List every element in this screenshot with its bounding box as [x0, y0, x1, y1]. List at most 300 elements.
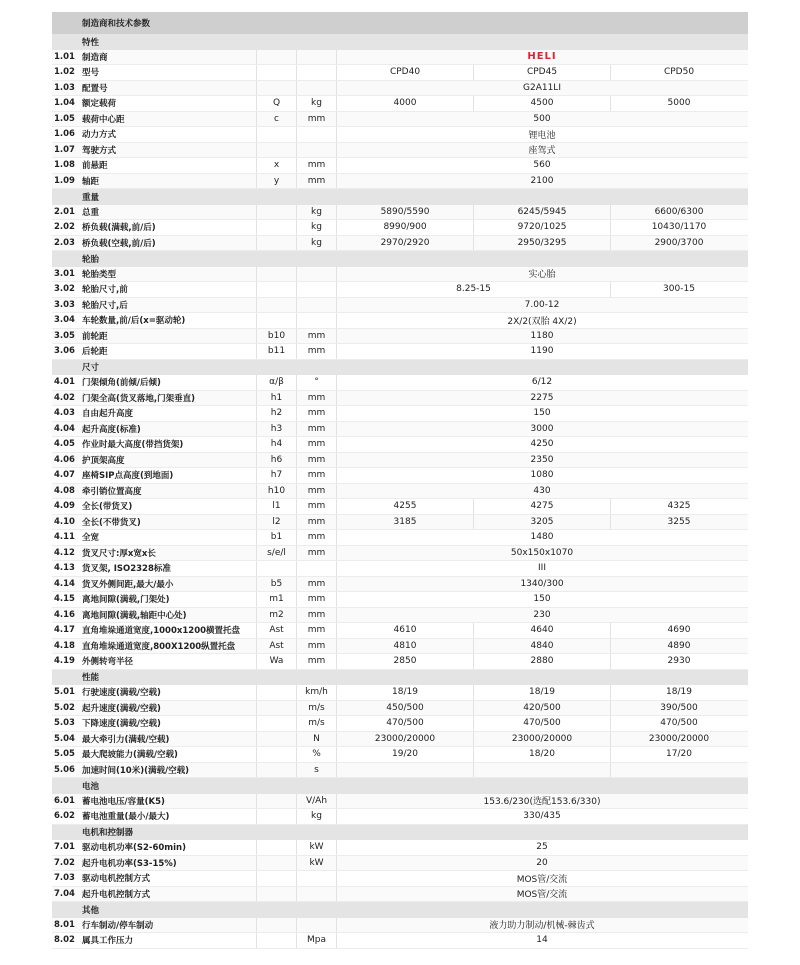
table-title-row: [52, 12, 748, 34]
row-unit: kg: [296, 809, 336, 824]
value-cell: 2880: [473, 654, 610, 669]
row-number: 1.04: [54, 98, 75, 109]
value-cell: 420/500: [473, 701, 610, 716]
value-cell: 7.00-12: [336, 298, 747, 313]
section-number: [52, 670, 80, 686]
row-symbol: α/β: [256, 375, 296, 390]
row-unit: V/Ah: [296, 794, 336, 809]
value-cell: 450/500: [336, 701, 473, 716]
value-cell: 8990/900: [336, 220, 473, 235]
value-cell: 4610: [336, 623, 473, 638]
row-unit: mm: [296, 484, 336, 499]
table-row: [52, 577, 748, 593]
row-name: 货叉架, ISO2328标准: [82, 564, 171, 575]
row-number: 4.18: [54, 640, 75, 651]
row-symbol: h2: [256, 406, 296, 421]
value-cell: 25: [336, 840, 747, 855]
table-row: [52, 639, 748, 655]
value-cell: 300-15: [610, 282, 747, 297]
row-symbol: [256, 732, 296, 747]
section-title: 电机和控制器: [82, 828, 134, 839]
row-symbol: c: [256, 112, 296, 127]
row-name: 起升高度(标准): [82, 424, 141, 435]
value-cell: 390/500: [610, 701, 747, 716]
value-cell: CPD45: [473, 65, 610, 80]
row-number: 7.03: [54, 873, 75, 884]
value-cell: 153.6/230(选配153.6/330): [336, 794, 747, 809]
row-name: 加速时间(10米)(满载/空载): [82, 765, 189, 776]
row-name: 驱动电机控制方式: [82, 874, 151, 885]
table-row: [52, 794, 748, 810]
section-header: [52, 251, 748, 267]
section-number: [52, 189, 80, 205]
value-cell: 2970/2920: [336, 236, 473, 251]
section-title: 重量: [82, 192, 100, 203]
row-unit: s: [296, 763, 336, 778]
value-cell: 23000/20000: [610, 732, 747, 747]
row-name: 动力方式: [82, 130, 117, 141]
row-unit: kg: [296, 96, 336, 111]
table-row: [52, 515, 748, 531]
row-number: 2.02: [54, 222, 75, 233]
row-symbol: [256, 794, 296, 809]
row-symbol: [256, 220, 296, 235]
row-number: 5.06: [54, 764, 75, 775]
row-symbol: [256, 918, 296, 933]
row-name: 载荷中心距: [82, 114, 125, 125]
row-symbol: h4: [256, 437, 296, 452]
row-number: 4.09: [54, 501, 75, 512]
row-unit: mm: [296, 546, 336, 561]
row-number: 2.03: [54, 237, 75, 248]
row-symbol: h3: [256, 422, 296, 437]
table-row: [52, 484, 748, 500]
row-name: 起升电机功率(S3-15%): [82, 858, 177, 869]
row-symbol: [256, 763, 296, 778]
value-cell: [336, 763, 473, 778]
value-cell: CPD40: [336, 65, 473, 80]
value-cell: 4500: [473, 96, 610, 111]
table-row: [52, 437, 748, 453]
row-symbol: [256, 871, 296, 886]
table-row: [52, 918, 748, 934]
value-cell: 4890: [610, 639, 747, 654]
row-name: 直角堆垛通道宽度,1000x1200横置托盘: [82, 626, 241, 637]
row-name: 起升电机控制方式: [82, 889, 151, 900]
row-name: 最大爬坡能力(满载/空载): [82, 750, 178, 761]
row-name: 全长(不带货叉): [82, 517, 141, 528]
section-header: [52, 360, 748, 376]
value-cell: 1190: [336, 344, 747, 359]
value-cell: 2930: [610, 654, 747, 669]
row-symbol: m1: [256, 592, 296, 607]
row-number: 1.06: [54, 129, 75, 140]
row-symbol: [256, 267, 296, 282]
row-number: 3.01: [54, 268, 75, 279]
table-row: [52, 499, 748, 515]
row-name: 车轮数量,前/后(x=驱动轮): [82, 316, 186, 327]
value-cell: 470/500: [610, 716, 747, 731]
row-number: 1.01: [54, 51, 75, 62]
row-name: 外侧转弯半径: [82, 657, 134, 668]
value-cell: 2950/3295: [473, 236, 610, 251]
row-name: 蓄电池电压/容量(K5): [82, 796, 165, 807]
row-unit: kg: [296, 236, 336, 251]
row-name: 自由起升高度: [82, 409, 134, 420]
row-number: 5.05: [54, 749, 75, 760]
value-cell: 锂电池: [336, 127, 747, 142]
row-symbol: Wa: [256, 654, 296, 669]
row-symbol: [256, 701, 296, 716]
row-number: 4.15: [54, 594, 75, 605]
row-unit: mm: [296, 639, 336, 654]
row-number: 4.02: [54, 392, 75, 403]
value-cell: 9720/1025: [473, 220, 610, 235]
row-number: 4.17: [54, 625, 75, 636]
row-name: 牵引销位置高度: [82, 486, 142, 497]
row-name: 作业时最大高度(带挡货架): [82, 440, 184, 451]
row-name: 离地间隙(满载,轴距中心处): [82, 610, 187, 621]
row-unit: [296, 918, 336, 933]
table-row: [52, 313, 748, 329]
row-symbol: [256, 685, 296, 700]
row-name: 前悬距: [82, 161, 108, 172]
row-name: 额定载荷: [82, 99, 117, 110]
row-symbol: [256, 887, 296, 902]
value-cell: 4325: [610, 499, 747, 514]
row-symbol: [256, 313, 296, 328]
value-cell: 500: [336, 112, 747, 127]
row-unit: mm: [296, 608, 336, 623]
row-unit: mm: [296, 391, 336, 406]
manufacturer-logo: HELI: [336, 50, 747, 65]
table-row: [52, 933, 748, 949]
table-row: [52, 81, 748, 97]
value-cell: 5000: [610, 96, 747, 111]
table-row: [52, 871, 748, 887]
row-symbol: Q: [256, 96, 296, 111]
value-cell: MOS管/交流: [336, 871, 747, 886]
row-symbol: [256, 809, 296, 824]
table-row: [52, 205, 748, 221]
row-number: 1.07: [54, 144, 75, 155]
table-row: [52, 685, 748, 701]
row-number: 4.06: [54, 454, 75, 465]
row-unit: kg: [296, 220, 336, 235]
row-symbol: [256, 236, 296, 251]
value-cell: 4640: [473, 623, 610, 638]
section-number: [52, 360, 80, 376]
value-cell: 50x150x1070: [336, 546, 747, 561]
value-cell: 4000: [336, 96, 473, 111]
section-number: [52, 825, 80, 841]
section-title: 特性: [82, 37, 100, 48]
row-unit: mm: [296, 515, 336, 530]
value-cell: 470/500: [336, 716, 473, 731]
value-cell: 10430/1170: [610, 220, 747, 235]
row-number: 4.04: [54, 423, 75, 434]
section-title: 轮胎: [82, 254, 100, 265]
row-number: 1.05: [54, 113, 75, 124]
row-number: 4.10: [54, 516, 75, 527]
row-number: 3.06: [54, 346, 75, 357]
row-unit: [296, 282, 336, 297]
section-number: [52, 34, 80, 50]
table-row: [52, 50, 748, 66]
value-cell: [473, 763, 610, 778]
row-unit: [296, 313, 336, 328]
value-cell: 18/19: [610, 685, 747, 700]
row-name: 后轮距: [82, 347, 108, 358]
row-number: 1.08: [54, 160, 75, 171]
table-row: [52, 127, 748, 143]
table-row: [52, 220, 748, 236]
section-number: [52, 251, 80, 267]
row-number: 4.05: [54, 439, 75, 450]
section-header: [52, 902, 748, 918]
row-number: 3.02: [54, 284, 75, 295]
row-number: 5.01: [54, 687, 75, 698]
row-unit: [296, 887, 336, 902]
section-number: [52, 902, 80, 918]
row-number: 4.19: [54, 656, 75, 667]
value-cell: 18/20: [473, 747, 610, 762]
row-symbol: h1: [256, 391, 296, 406]
row-name: 全长(带货叉): [82, 502, 133, 513]
row-name: 桥负载(满载,前/后): [82, 223, 156, 234]
table-row: [52, 298, 748, 314]
section-title: 性能: [82, 673, 100, 684]
value-cell: 实心胎: [336, 267, 747, 282]
row-name: 行车制动/停车制动: [82, 920, 154, 931]
row-symbol: x: [256, 158, 296, 173]
row-number: 4.08: [54, 485, 75, 496]
value-cell: 4255: [336, 499, 473, 514]
row-symbol: [256, 50, 296, 65]
table-row: [52, 561, 748, 577]
row-number: 8.01: [54, 919, 75, 930]
row-number: 7.04: [54, 888, 75, 899]
value-cell: CPD50: [610, 65, 747, 80]
table-row: [52, 732, 748, 748]
row-symbol: b5: [256, 577, 296, 592]
row-number: 4.14: [54, 578, 75, 589]
row-name: 蓄电池重量(最小/最大): [82, 812, 170, 823]
value-cell: 1180: [336, 329, 747, 344]
value-cell: 18/19: [473, 685, 610, 700]
row-number: 4.01: [54, 377, 75, 388]
value-cell: 1480: [336, 530, 747, 545]
row-symbol: b10: [256, 329, 296, 344]
value-cell: 2275: [336, 391, 747, 406]
table-row: [52, 468, 748, 484]
row-name: 轴距: [82, 176, 100, 187]
table-row: [52, 453, 748, 469]
value-cell: 2350: [336, 453, 747, 468]
value-cell: 3255: [610, 515, 747, 530]
row-number: 6.01: [54, 795, 75, 806]
row-number: 8.02: [54, 935, 75, 946]
row-number: 7.02: [54, 857, 75, 868]
row-number: 5.03: [54, 718, 75, 729]
value-cell: 液力助力制动/机械-棘齿式: [336, 918, 747, 933]
row-symbol: m2: [256, 608, 296, 623]
table-row: [52, 701, 748, 717]
value-cell: 4690: [610, 623, 747, 638]
row-symbol: s/e/l: [256, 546, 296, 561]
value-cell: 3185: [336, 515, 473, 530]
row-unit: mm: [296, 453, 336, 468]
value-cell: 4275: [473, 499, 610, 514]
row-unit: m/s: [296, 701, 336, 716]
row-name: 座椅SIP点高度(到地面): [82, 471, 174, 482]
value-cell: 5890/5590: [336, 205, 473, 220]
row-symbol: [256, 81, 296, 96]
value-cell: 18/19: [336, 685, 473, 700]
value-cell: III: [336, 561, 747, 576]
table-row: [52, 530, 748, 546]
row-number: 7.01: [54, 842, 75, 853]
table-row: [52, 747, 748, 763]
section-title: 其他: [82, 905, 100, 916]
row-name: 货叉外侧间距,最大/最小: [82, 579, 174, 590]
row-name: 门架倾角(前倾/后倾): [82, 378, 161, 389]
row-unit: [296, 871, 336, 886]
value-cell: 430: [336, 484, 747, 499]
table-row: [52, 809, 748, 825]
value-cell: 2X/2(双胎 4X/2): [336, 313, 747, 328]
value-cell: 19/20: [336, 747, 473, 762]
row-name: 轮胎尺寸,后: [82, 300, 128, 311]
section-header: [52, 778, 748, 794]
row-symbol: [256, 716, 296, 731]
row-unit: [296, 127, 336, 142]
table-row: [52, 546, 748, 562]
row-name: 护顶架高度: [82, 455, 125, 466]
value-cell: 2900/3700: [610, 236, 747, 251]
row-name: 最大牵引力(满载/空载): [82, 734, 170, 745]
row-number: 4.07: [54, 470, 75, 481]
row-number: 3.05: [54, 330, 75, 341]
value-cell: 470/500: [473, 716, 610, 731]
section-number: [52, 778, 80, 794]
value-cell: 2100: [336, 174, 747, 189]
table-row: [52, 623, 748, 639]
row-number: 4.16: [54, 609, 75, 620]
value-cell: 560: [336, 158, 747, 173]
value-cell: G2A11LI: [336, 81, 747, 96]
row-number: 1.09: [54, 175, 75, 186]
row-name: 轮胎尺寸,前: [82, 285, 128, 296]
row-name: 轮胎类型: [82, 269, 117, 280]
row-symbol: y: [256, 174, 296, 189]
value-cell: [610, 763, 747, 778]
row-number: 3.03: [54, 299, 75, 310]
value-cell: 3000: [336, 422, 747, 437]
row-number: 4.11: [54, 532, 75, 543]
row-symbol: l2: [256, 515, 296, 530]
value-cell: 6600/6300: [610, 205, 747, 220]
row-unit: mm: [296, 623, 336, 638]
row-unit: kW: [296, 856, 336, 871]
value-cell: 2850: [336, 654, 473, 669]
row-symbol: Ast: [256, 639, 296, 654]
row-name: 配置号: [82, 83, 108, 94]
row-number: 5.02: [54, 702, 75, 713]
value-cell: 20: [336, 856, 747, 871]
table-row: [52, 375, 748, 391]
row-name: 离地间隙(满载,门架处): [82, 595, 170, 606]
row-number: 2.01: [54, 206, 75, 217]
table-row: [52, 406, 748, 422]
section-header: [52, 34, 748, 50]
row-number: 1.03: [54, 82, 75, 93]
row-symbol: [256, 747, 296, 762]
row-unit: [296, 65, 336, 80]
row-number: 4.03: [54, 408, 75, 419]
row-number: 1.02: [54, 67, 75, 78]
row-name: 制造商: [82, 52, 108, 63]
spec-table: [52, 12, 748, 949]
row-number: 4.13: [54, 563, 75, 574]
row-unit: m/s: [296, 716, 336, 731]
row-symbol: [256, 298, 296, 313]
row-unit: mm: [296, 592, 336, 607]
section-title: 电池: [82, 781, 100, 792]
row-number: 3.04: [54, 315, 75, 326]
row-unit: mm: [296, 654, 336, 669]
value-cell: 4840: [473, 639, 610, 654]
row-name: 桥负载(空载,前/后): [82, 238, 156, 249]
row-unit: [296, 267, 336, 282]
table-row: [52, 856, 748, 872]
row-symbol: [256, 933, 296, 948]
table-row: [52, 65, 748, 81]
row-unit: mm: [296, 422, 336, 437]
row-unit: kg: [296, 205, 336, 220]
row-unit: [296, 298, 336, 313]
section-header: [52, 825, 748, 841]
row-symbol: [256, 65, 296, 80]
row-symbol: Ast: [256, 623, 296, 638]
table-row: [52, 236, 748, 252]
row-unit: km/h: [296, 685, 336, 700]
row-symbol: [256, 856, 296, 871]
table-row: [52, 422, 748, 438]
row-unit: [296, 561, 336, 576]
row-number: 6.02: [54, 811, 75, 822]
value-cell: 4810: [336, 639, 473, 654]
section-title: 尺寸: [82, 363, 100, 374]
row-name: 行驶速度(满载/空载): [82, 688, 161, 699]
row-unit: mm: [296, 577, 336, 592]
table-row: [52, 174, 748, 190]
section-header: [52, 670, 748, 686]
row-name: 总重: [82, 207, 100, 218]
value-cell: 150: [336, 592, 747, 607]
row-unit: mm: [296, 174, 336, 189]
row-unit: Mpa: [296, 933, 336, 948]
row-symbol: l1: [256, 499, 296, 514]
table-row: [52, 158, 748, 174]
row-symbol: h7: [256, 468, 296, 483]
value-cell: 6/12: [336, 375, 747, 390]
value-cell: MOS管/交流: [336, 887, 747, 902]
row-unit: mm: [296, 406, 336, 421]
row-unit: mm: [296, 437, 336, 452]
row-unit: mm: [296, 499, 336, 514]
row-unit: mm: [296, 530, 336, 545]
